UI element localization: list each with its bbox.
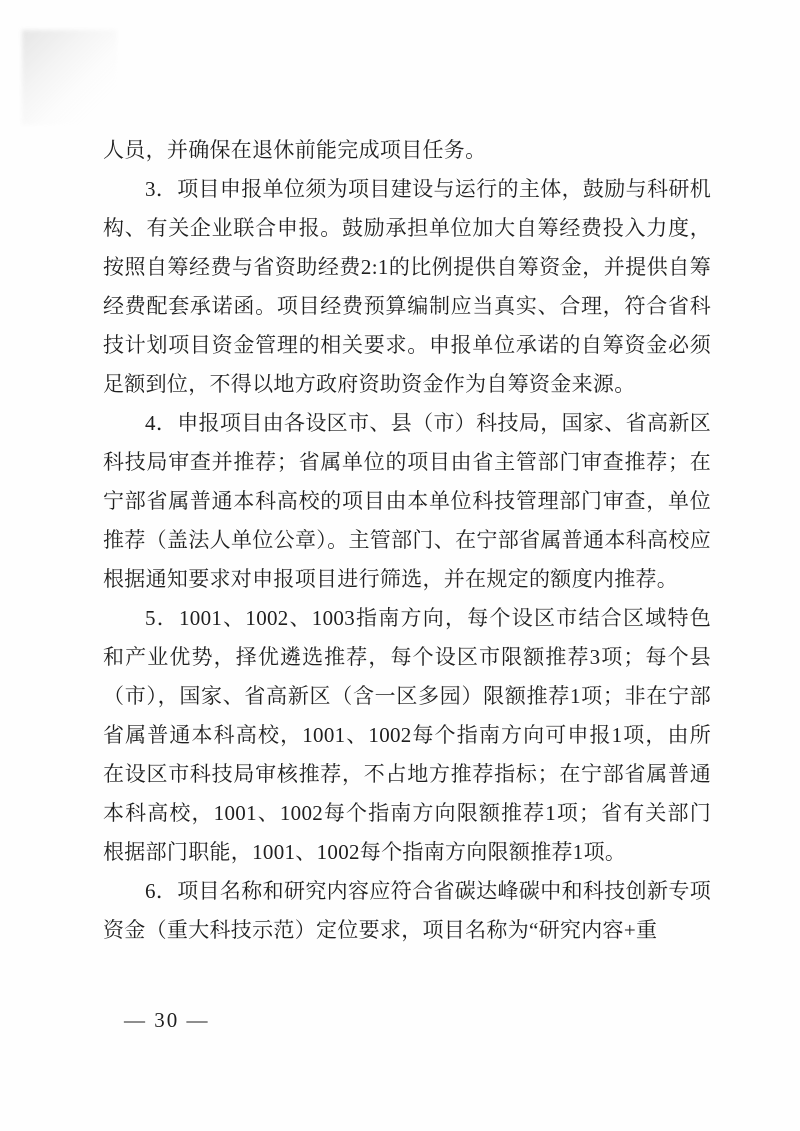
paragraph-item-4: 4．申报项目由各设区市、县（市）科技局，国家、省高新区科技局审查并推荐；省属单位的项目由省主管部门审查推荐；在宁部省属普通本科高校的项目由本单位科技管理部门审查，单位推荐（盖法人单位公章）。主管部门、在宁部省属普通本科高校应根据通知要求对申报项目进行筛选，并在规定的额度内推荐。 xyxy=(103,411,711,591)
paragraph-item-5: 5．1001、1002、1003指南方向，每个设区市结合区域特色和产业优势，择优遴选推荐，每个设区市限额推荐3项；每个县（市），国家、省高新区（含一区多园）限额推荐1项；非在宁部省属普通本科高校，1001、1002每个指南方向可申报1项，由所在设区市科技局审核推荐，不占地方推荐指标；在宁部省属普通本科高校，1001、1002每个指南方向限额推荐1项；省有关部门根据部门职能，1001、1002每个指南方向限额推荐1项。 xyxy=(103,606,711,864)
document-body xyxy=(103,131,711,950)
paragraph-continuation: 人员，并确保在退休前能完成项目任务。 xyxy=(103,138,487,162)
page-number: — 30 — xyxy=(124,1008,210,1032)
paragraph-item-3: 3．项目申报单位须为项目建设与运行的主体，鼓励与科研机构、有关企业联合申报。鼓励承担单位加大自筹经费投入力度，按照自筹经费与省资助经费2:1的比例提供自筹资金，并提供自筹经费配套承诺函。项目经费预算编制应当真实、合理，符合省科技计划项目资金管理的相关要求。申报单位承诺的自筹资金必须足额到位，不得以地方政府资助资金作为自筹资金来源。 xyxy=(103,177,711,396)
scan-artifact xyxy=(22,30,117,125)
paragraph-item-6: 6．项目名称和研究内容应符合省碳达峰碳中和科技创新专项资金（重大科技示范）定位要求，项目名称为“研究内容+重 xyxy=(103,879,711,942)
